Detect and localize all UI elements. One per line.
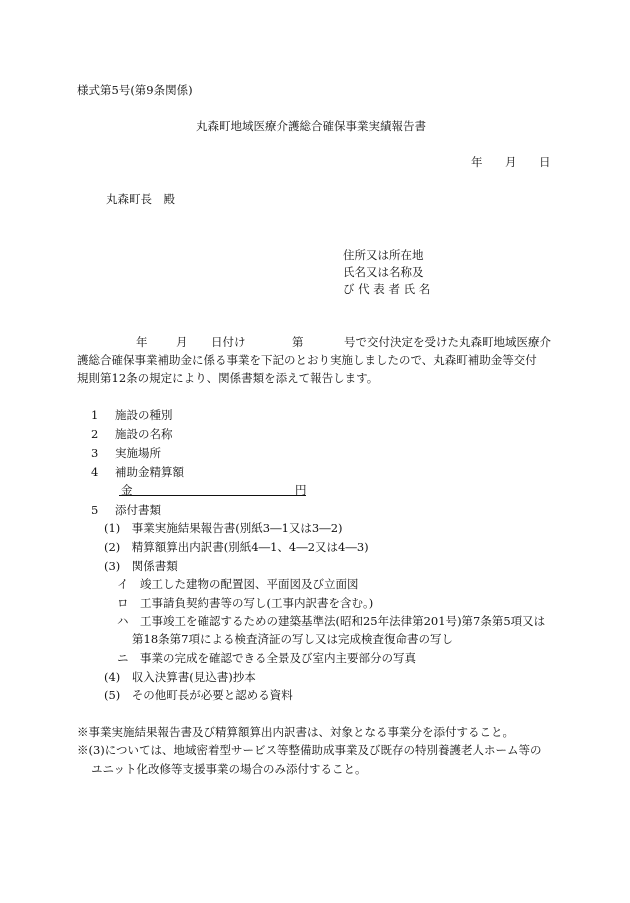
attachment-subitem-continued: 第18条第7項による検査済証の写し又は完成検査復命書の写し bbox=[132, 632, 453, 646]
item-number: 4 bbox=[91, 465, 99, 479]
item-label: 補助金精算額 bbox=[115, 465, 184, 479]
amount-suffix: 円 bbox=[295, 483, 307, 497]
attachment-item: (3) 関係書類 bbox=[104, 559, 178, 573]
form-number: 様式第5号(第9条関係) bbox=[77, 83, 193, 97]
attachment-subitem: ロ 工事請負契約書等の写し(工事内訳書を含む。) bbox=[117, 596, 374, 610]
attachment-item: (2) 精算額算出内訳書(別紙4―1、4―2又は4―3) bbox=[104, 540, 369, 554]
item-number: 5 bbox=[91, 503, 99, 517]
body-month: 月 bbox=[176, 335, 188, 349]
item-number: 3 bbox=[91, 446, 99, 460]
attachment-item: (1) 事業実施結果報告書(別紙3―1又は3―2) bbox=[104, 521, 343, 535]
addressee: 丸森町長 殿 bbox=[106, 192, 175, 206]
body-line3: 規則第12条の規定により、関係書類を添えて報告します。 bbox=[77, 371, 379, 385]
date-year: 年 bbox=[471, 155, 483, 169]
body-no-prefix: 第 bbox=[292, 335, 304, 349]
amount-prefix: 金 bbox=[121, 483, 133, 497]
attachment-subitem: ニ 事業の完成を確認できる全景及び室内主要部分の写真 bbox=[117, 651, 416, 665]
attachment-subitem: イ 竣工した建物の配置図、平面図及び立面図 bbox=[117, 577, 359, 591]
list-item bbox=[91, 505, 161, 517]
list-item bbox=[91, 448, 161, 460]
item-number: 1 bbox=[91, 408, 99, 422]
body-dated: 日付け bbox=[211, 335, 246, 349]
address-label: 住所又は所在地 bbox=[343, 248, 424, 262]
item-label: 施設の種別 bbox=[115, 408, 173, 422]
list-item bbox=[91, 467, 184, 479]
body-year: 年 bbox=[136, 335, 148, 349]
date-month: 月 bbox=[505, 155, 517, 169]
item-label: 施設の名称 bbox=[115, 427, 173, 441]
note-line: ※事業実施結果報告書及び精算額算出内訳書は、対象となる事業分を添付すること。 bbox=[77, 725, 514, 739]
document-title: 丸森町地域医療介護総合確保事業実績報告書 bbox=[196, 119, 426, 133]
item-label: 実施場所 bbox=[115, 446, 161, 460]
item-label: 添付書類 bbox=[115, 503, 161, 517]
attachment-subitem: ハ 工事竣工を確認するための建築基準法(昭和25年法律第201号)第7条第5項又は bbox=[117, 614, 546, 628]
attachment-item: (4) 収入決算書(見込書)抄本 bbox=[104, 670, 256, 684]
body-line1-rest: 号で交付決定を受けた丸森町地域医療介 bbox=[344, 335, 551, 349]
amount-underline bbox=[119, 495, 306, 496]
list-item bbox=[91, 429, 173, 441]
attachment-item: (5) その他町長が必要と認める資料 bbox=[104, 688, 293, 702]
date-day: 日 bbox=[539, 155, 551, 169]
item-number: 2 bbox=[91, 427, 99, 441]
name-label-line2: び 代 表 者 氏 名 bbox=[343, 282, 431, 296]
note-line: ※(3)については、地域密着型サービス等整備助成事業及び既存の特別養護老人ホーム等の bbox=[77, 743, 542, 757]
body-line2: 護総合確保事業補助金に係る事業を下記のとおり実施しましたので、丸森町補助金等交付 bbox=[77, 353, 537, 367]
list-item bbox=[91, 410, 173, 422]
note-line-continued: ユニット化改修等支援事業の場合のみ添付すること。 bbox=[91, 762, 367, 776]
name-label-line1: 氏名又は名称及 bbox=[343, 265, 424, 279]
